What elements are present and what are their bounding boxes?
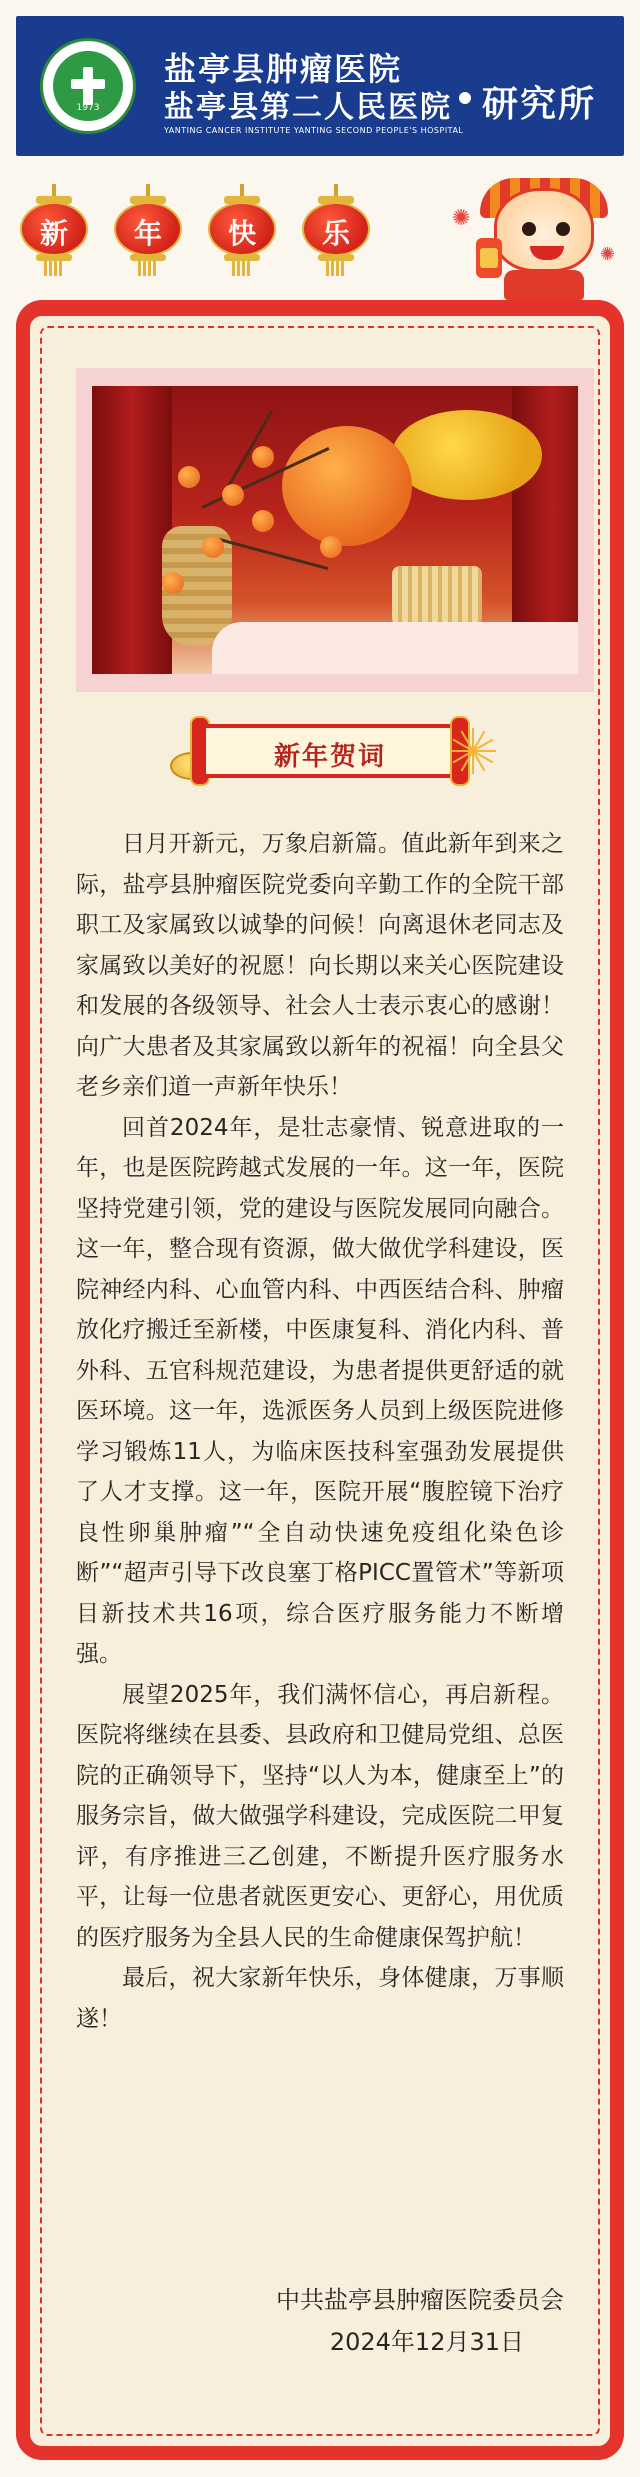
title-scroll <box>190 716 470 786</box>
lantern-2 <box>110 196 186 272</box>
lantern-1 <box>16 196 92 272</box>
paragraph-2: 回首2024年，是壮志豪情、锐意进取的一年，也是医院跨越式发展的一年。这一年，医院坚持党建引领，党的建设与医院发展同向融合。这一年，整合现有资源，做大做优学科建设，医院神经内科、心血管内科、中西医结合科、肿瘤放化疗搬迁至新楼，中医康复科、消化内科、普外科、五官科规范建设，为患者提供更舒适的就医环境。这一年，选派医务人员到上级医院进修学习锻炼11人，为临床医技科室强劲发展提供了人才支撑。这一年，医院开展“腹腔镜下治疗良性卵巢肿瘤”“全自动快速免疫组化染色诊断”“超声引导下改良塞丁格PICC置管术”等新项目新技术共16项，综合医疗服务能力不断增强。 <box>76 1114 564 1667</box>
logo-cross-horizontal <box>71 79 105 89</box>
festive-photo <box>92 386 578 674</box>
festive-photo-frame <box>76 368 594 692</box>
hospital-name-primary: 盐亭县肿瘤医院 <box>164 50 403 88</box>
logo-year: 1973 <box>76 103 100 113</box>
sparkle-icon: ✺ <box>452 206 471 231</box>
hospital-name-english: YANTING CANCER INSTITUTE YANTING SECOND PEOPLE'S HOSPITAL <box>164 126 464 135</box>
signature-organization: 中共盐亭县肿瘤医院委员会 <box>276 2286 564 2314</box>
hospital-name-secondary: 盐亭县第二人民医院 <box>164 90 452 125</box>
lantern-char-1: 新 <box>39 217 68 250</box>
firework-icon <box>448 726 498 776</box>
signature-date: 2024年12月31日 <box>329 2328 524 2356</box>
lion-dance-illustration <box>470 178 620 302</box>
lantern-char-4: 乐 <box>321 217 350 250</box>
paragraph-1: 日月开新元，万象启新篇。值此新年到来之际，盐亭县肿瘤医院党委向辛勤工作的全院干部职工及家属致以诚挚的问候！向离退休老同志及家属致以美好的祝愿！向长期以来关心医院建设和发展的各级领导、社会人士表示衷心的感谢！向广大患者及其家属致以新年的祝福！向全县父老乡亲们道一声新年快乐！ <box>76 831 564 1100</box>
paragraph-3: 展望2025年，我们满怀信心，再启新程。医院将继续在县委、县政府和卫健局党组、总医院的正确领导下，坚持“以人为本，健康至上”的服务宗旨，做大做强学科建设，完成医院二甲复评，有序推进三乙创建，不断提升医疗服务水平，让每一位患者就医更安心、更舒心，用优质的医疗服务为全县人民的生命健康保驾护航！ <box>76 1681 564 1951</box>
paragraph-4: 最后，祝大家新年快乐，身体健康，万事顺遂！ <box>76 1965 564 2032</box>
lantern-char-2: 年 <box>133 217 162 250</box>
hospital-header <box>16 16 624 156</box>
institute-label: 研究所 <box>482 84 597 125</box>
separator-dot-icon <box>459 92 471 104</box>
sparkle-icon: ✺ <box>600 244 616 265</box>
article-body <box>76 824 564 2039</box>
lantern-3 <box>204 196 280 272</box>
hospital-logo <box>40 38 136 134</box>
article-title: 新年贺词 <box>273 742 386 772</box>
logo-emblem-icon <box>53 51 123 121</box>
lantern-char-3: 快 <box>227 217 256 250</box>
lantern-4 <box>298 196 374 272</box>
